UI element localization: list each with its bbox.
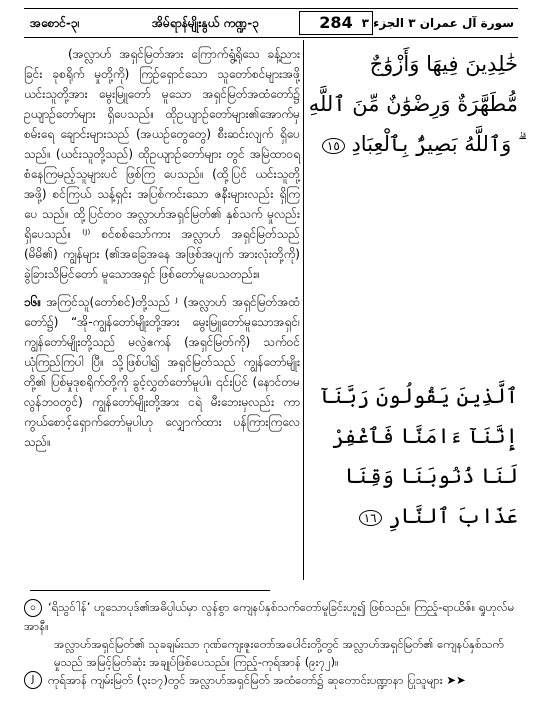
footnote-1-continued: အလ္လာဟ်အရှင်မြတ်၏ သုခချမ်းသာ ဂုဏ်ကျေးဇူးတော်အပေါင်းတို့တွင် အလ္လာဟ်အရှင်မြတ်၏ ကျေနပ်နှစ်သက်မှုသည် အမြင့်မြတ်ဆုံး အချုပ်ဖြစ်ပေသည်။ ကြည့်-ကုရ်အာန် (၉း၇၂)။ xyxy=(54,636,504,669)
arabic-verse-15-text: خَٰلِدِينَ فِيهَا وَأَزْوَٰجٌ مُّطَهَّرَةٌ وَرِضْوَٰنٌ مِّنَ ٱللَّهِ ۗ وَٱللَّهُ بَصِيرٌۢ بِٱلْعِبَادِ xyxy=(308,52,518,156)
footnote-1 xyxy=(24,598,518,635)
footnote-1-marker: ဝ xyxy=(24,599,42,617)
translation-verse-16 xyxy=(24,292,300,452)
arabic-verse-15 xyxy=(308,44,518,164)
header-volume: အစောင်-၃၊ xyxy=(30,16,80,30)
translation-paragraph: (အလ္လာဟ် အရှင်မြတ်အား ကြောက်ရွံ့ရိုသေ ခန့်ညားခြင်း ခုစရိုက် မှုတို့ကို) ကြဉ်ရှောင်သော သူတော်စင်များအဖို့ ယင်းသူတို့အား မွေးမြူတော် မူသော အရှင်မြတ်အထံတော်၌ ဥယျာဉ်တော်များ ရှိပေသည်။ ထိုဥယျာဉ်တော်များ၏အောက်မှ စမ်းရေ ချောင်းများသည် (အယဉ်တွေတွေ) စီးဆင်းလျက် ရှိပေသည်။ (ယင်းသူတို့သည်) ထိုဥယျာဉ်တော်များ တွင် အမြဲထာဝရ စံနေကြမည့်သူများပင် ဖြစ်ကြ ပေသည်။ (ထို့ပြင် ယင်းသူတို့အဖို့) စင်ကြယ် သန့်ရှင်း အပြစ်ကင်းသော ဇနီးများလည်း ရှိကြပေ သည်။ ထို့ပြင်တဝ အလ္လာဟ်အရှင်မြတ်၏ နှစ်သက် မှုလည်း ရှိပေသည်။ ⁽ᴶ⁾ စင်စစ်သော်ကား အလ္လာဟ် အရှင်မြတ်သည် (မိမိ၏) ကျွန်များ (၏အခြေအနေ အဖြစ်အပျက် အားလုံးတို့ကို) ခွဲခြားသိမြင်တော် မူသောအရှင် ဖြစ်တော်မူပေသတည်း။ xyxy=(24,47,300,281)
page-header xyxy=(24,8,518,38)
footnotes xyxy=(24,598,518,689)
arabic-verse-16-text: ٱلَّذِينَ يَقُولُونَ رَبَّنَآ إِنَّنَآ ءَامَنَّا فَٱغْفِرْ لَنَا ذُنُوبَنَا وَقِنَا عَذَابَ ٱلنَّارِ xyxy=(320,384,518,528)
column-divider xyxy=(303,40,304,580)
page-number: 284 xyxy=(299,11,373,35)
footnote-2 xyxy=(24,671,518,690)
header-section: အိမ်ရာန်မျိုးနွယ် ကဏ္ဍ-၃ xyxy=(152,16,260,30)
verse-marker-16: ١٦ xyxy=(359,510,382,526)
header-surah: سورة آل عمران ٣ الجزء ٣ xyxy=(361,16,514,30)
translation-column xyxy=(24,44,300,452)
footnote-2-text: ကုရ်အာန် ကျမ်းမြတ် (၃း၁၇)တွင် အလ္လာဟ်အရှင်မြတ် အထံတော်၌ ဆုတောင်းပဏ္ဍာနာ ပြုသူများ ➤➤ xyxy=(48,672,466,687)
footnote-2-marker: J xyxy=(24,671,42,689)
footnote-rule xyxy=(30,590,270,591)
verse-16-number: ၁၆။ xyxy=(24,295,42,309)
verse-16-text: အကြင်သူ(တော်စင်)တို့သည် ᴶ (အလ္လာဟ် အရှင်မြတ်အထံတော်၌) “အို-ကျွန်တော်မျိုးတို့အား မွေးမြူတော်မူသောအရှင်၊ ကျွန်တော်မျိုးတို့သည် မလွဲဧကန် (အရှင်မြတ်ကို) သက်ဝင်ယုံကြည်ကြပါ ပြီ။ သို့ဖြစ်ပါ၍ အရှင်မြတ်သည် ကျွန်တော်မျိုးတို့၏ ပြစ်မှုဒုစရိုက်တို့ကို ခွင့်လွှတ်တော်မူပါ။ ၎င်းပြင် (နောင်တမလွန်ဘဝတွင်) ကျွန်တော်မျိုးတို့အား ငရဲ မီးဘေးမှလည်း ကာကွယ်စောင့်ရှောက်တော်မူပါဟု လျှောက်ထား ပန်ကြားကြလေသည်။ xyxy=(24,295,300,449)
arabic-verse-16 xyxy=(308,376,518,536)
verse-marker-15: ١٥ xyxy=(322,138,345,154)
footnote-1-text: ‘ရိသွဝ်ါန်’ ဟူသောပုဒ်၏အဓိပ္ပါယ်မှာ လွန်စွာ ကျေနပ်နှစ်သက်တော်မူခြင်းဟူ၍ ဖြစ်သည်။ ကြည့်-ရာယိဇ်။ ရှုဟုလ်မအာနီ။ xyxy=(24,600,515,633)
